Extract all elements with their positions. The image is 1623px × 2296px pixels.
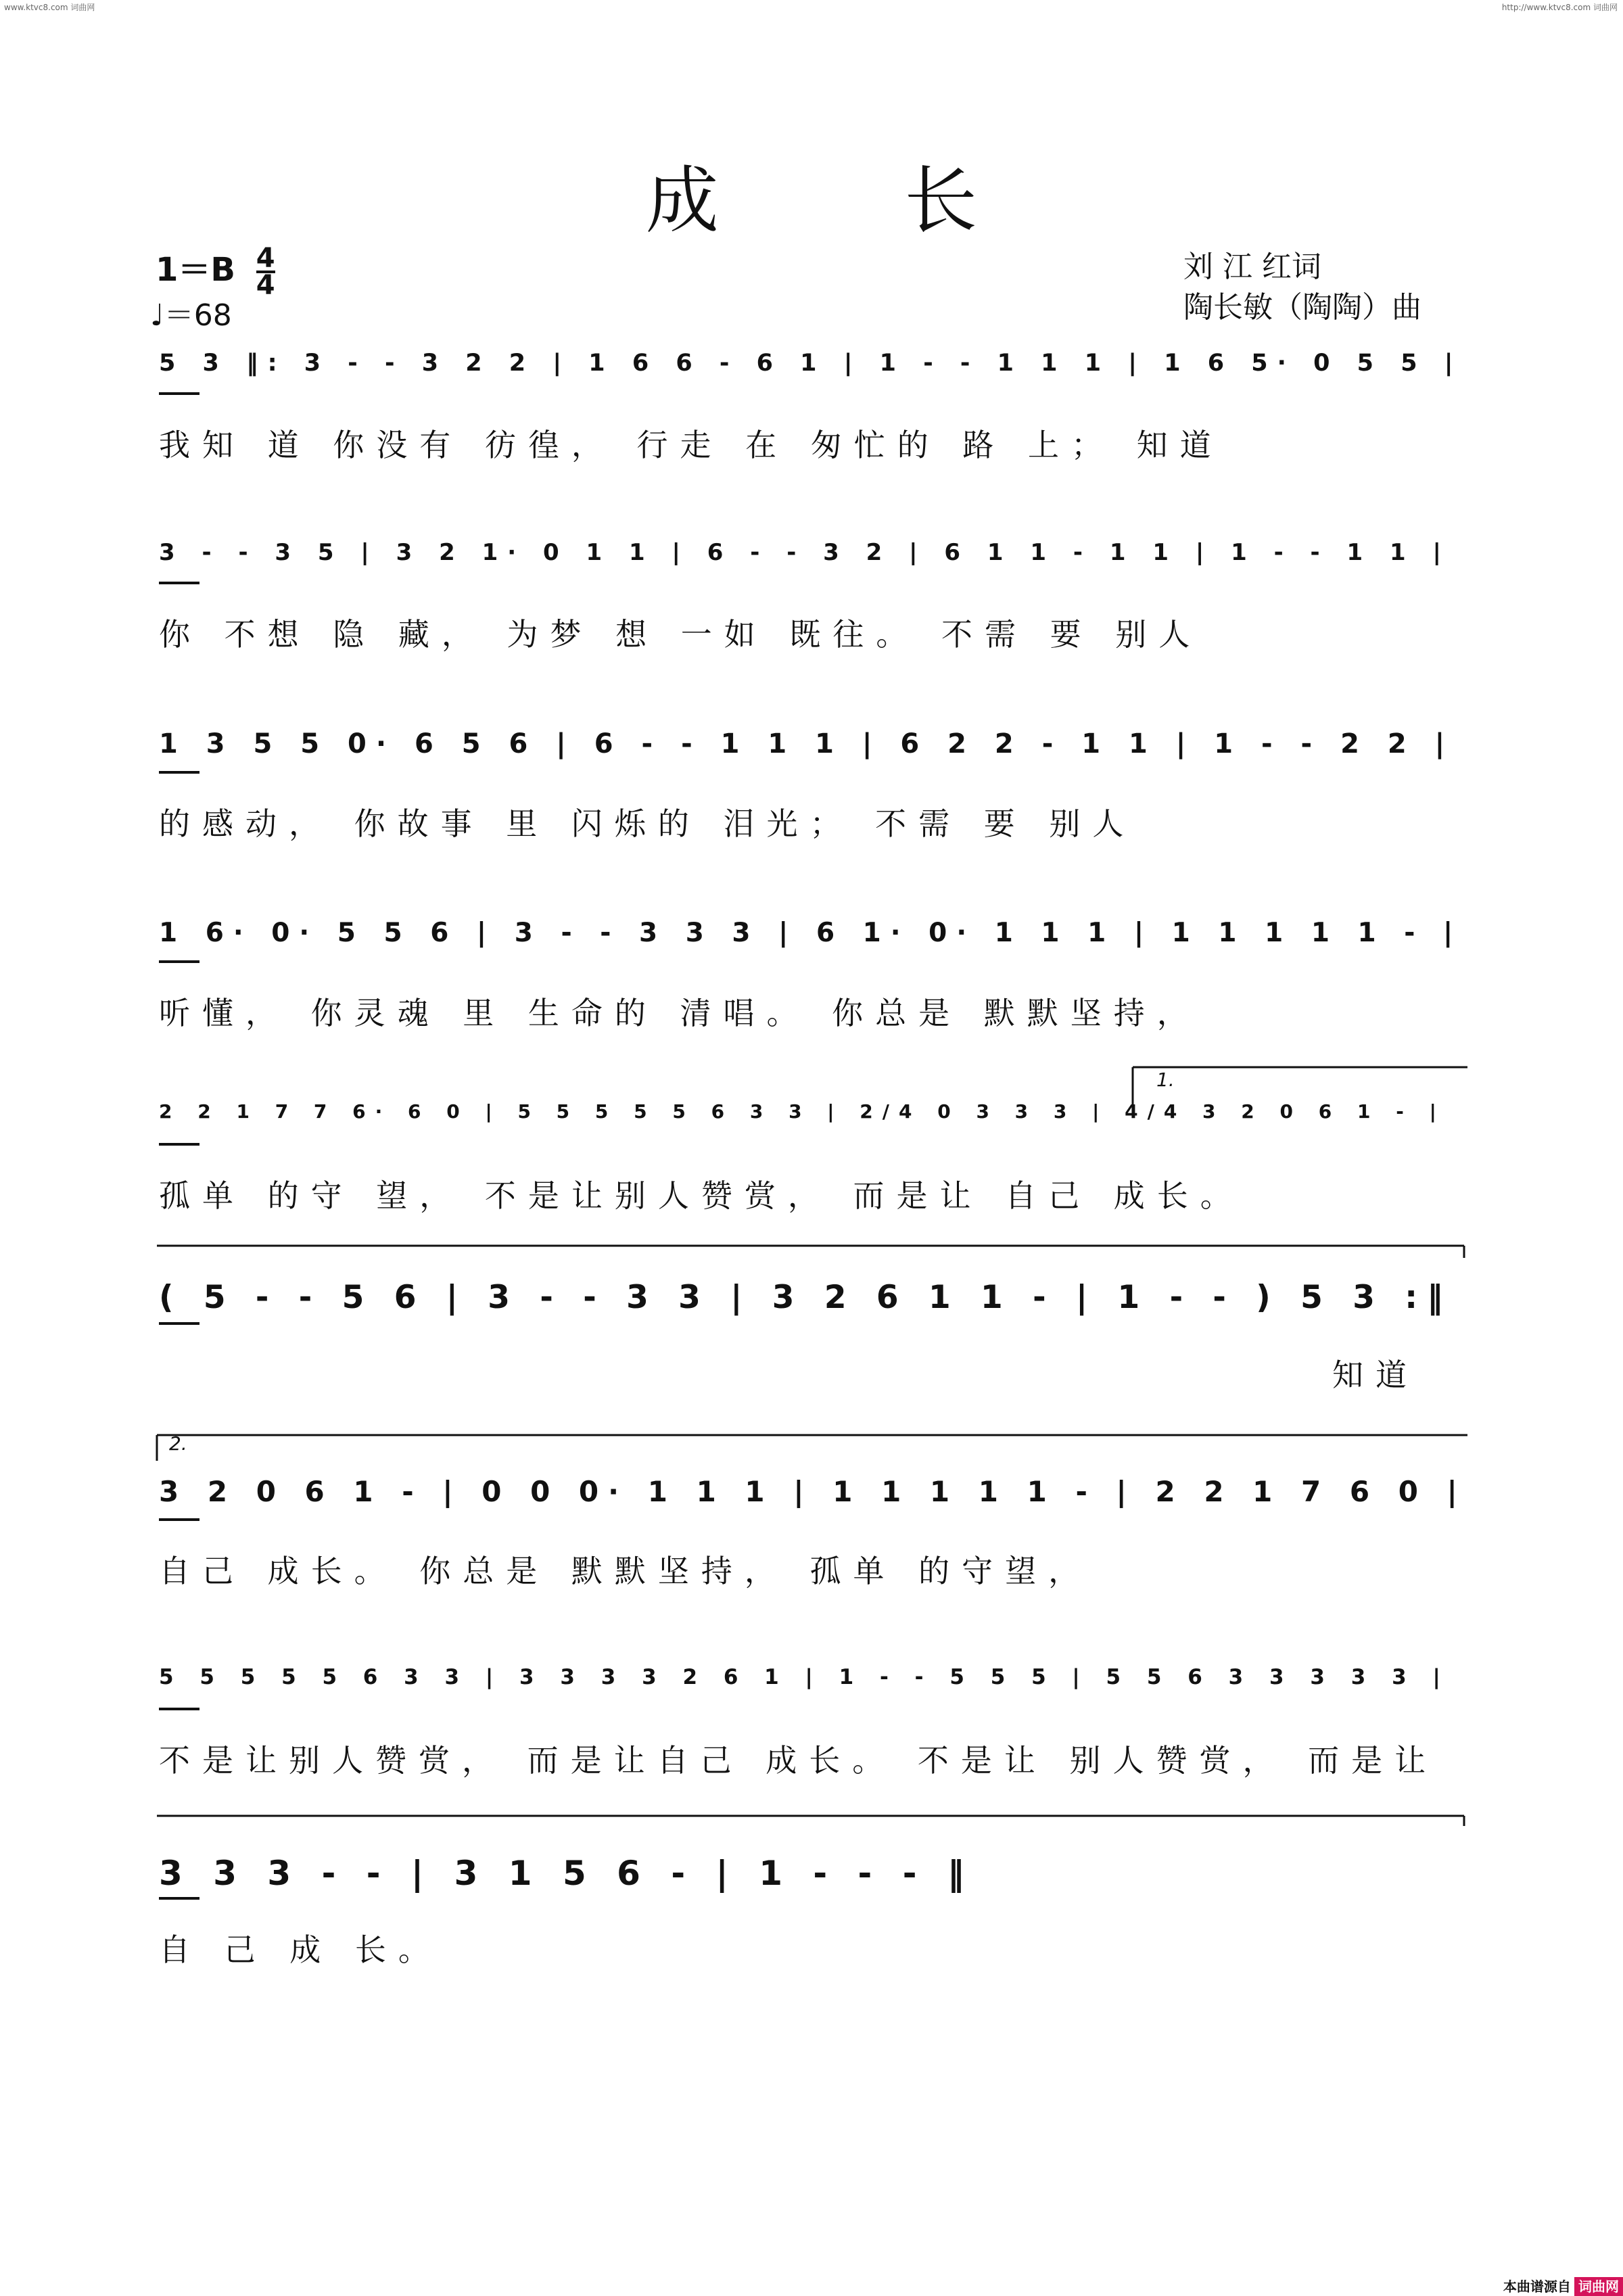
notation-line-4: 1 6· 0· 5 5 6 | 3 - - 3 3 3 | 6 1· 0· 1 1 1 | 1 1 1 1 1 - | — [159, 918, 1463, 948]
song-title: 成 长 — [645, 159, 1059, 243]
notation-line-8: 5 5 5 5 5 6 3 3 | 3 3 3 3 2 6 1 | 1 - - 5 5 5 | 5 5 6 3 3 3 3 3 | — [159, 1665, 1450, 1689]
second-ending-label: 2. — [169, 1432, 187, 1455]
composer-credit: 陶长敏（陶陶）曲 — [1183, 290, 1421, 325]
notation-line-9: 3 3 3 - - | 3 1 5 6 - | 1 - - - ‖ — [159, 1854, 974, 1893]
notation-line-3: 1 3 5 5 0· 6 5 6 | 6 - - 1 1 1 | 6 2 2 - 1 1 | 1 - - 2 2 | — [159, 728, 1455, 759]
lyric-line-9: 自 己 成 长。 — [159, 1931, 442, 1968]
lyric-line-8: 不是让别人赞赏， 而是让自己 成长。 不是让 别人赞赏， 而是让 — [159, 1742, 1438, 1779]
lyric-line-6: 知道 — [1332, 1357, 1419, 1393]
lyric-line-4: 听懂， 你灵魂 里 生命的 清唱。 你总是 默默坚持， — [159, 995, 1200, 1031]
lyric-line-5: 孤单 的守 望， 不是让别人赞赏， 而是让 自己 成长。 — [159, 1177, 1244, 1214]
lyric-line-2: 你 不想 隐 藏， 为梦 想 一如 既往。 不需 要 别人 — [159, 616, 1202, 653]
site-watermark-left: www.ktvc8.com 词曲网 — [4, 3, 95, 12]
lyric-line-7: 自己 成长。 你总是 默默坚持， 孤单 的守望， — [159, 1553, 1092, 1589]
footer-source-text: 本曲谱源自 — [1503, 2278, 1571, 2295]
footer-site-logo: 词曲网 — [1574, 2277, 1623, 2296]
notation-line-6: ( 5 - - 5 6 | 3 - - 3 3 | 3 2 6 1 1 - | 1 - - ) 5 3 :‖ — [159, 1279, 1453, 1316]
tempo-value: ＝68 — [164, 298, 232, 333]
first-ending-label: 1. — [1156, 1069, 1175, 1091]
notation-line-7: 3 2 0 6 1 - | 0 0 0· 1 1 1 | 1 1 1 1 1 - | 2 2 1 7 6 0 | — [159, 1475, 1467, 1508]
notation-line-5: 2 2 1 7 7 6· 6 0 | 5 5 5 5 5 6 3 3 | 2/4 0 3 3 3 | 4/4 3 2 0 6 1 - | — [159, 1100, 1446, 1123]
notation-line-2: 3 - - 3 5 | 3 2 1· 0 1 1 | 6 - - 3 2 | 6 1 1 - 1 1 | 1 - - 1 1 | — [159, 539, 1451, 566]
quarter-note-icon: ♩ — [150, 298, 164, 333]
lyric-line-3: 的感动， 你故事 里 闪烁的 泪光； 不需 要 别人 — [159, 805, 1136, 842]
site-watermark-right: http://www.ktvc8.com 词曲网 — [1501, 3, 1618, 12]
footer-badge — [1503, 2276, 1623, 2295]
time-sig-numerator: 4 — [256, 243, 275, 274]
lyric-line-1: 我知 道 你没有 彷徨， 行走 在 匆忙的 路 上； 知道 — [159, 427, 1223, 463]
lyricist-credit: 刘 江 红词 — [1183, 250, 1321, 284]
notation-line-1: 5 3 ‖: 3 - - 3 2 2 | 1 6 6 - 6 1 | 1 - - 1 1 1 | 1 6 5· 0 5 5 | — [159, 350, 1463, 377]
time-sig-denominator: 4 — [256, 270, 275, 301]
key-text: 1＝B — [156, 251, 235, 289]
